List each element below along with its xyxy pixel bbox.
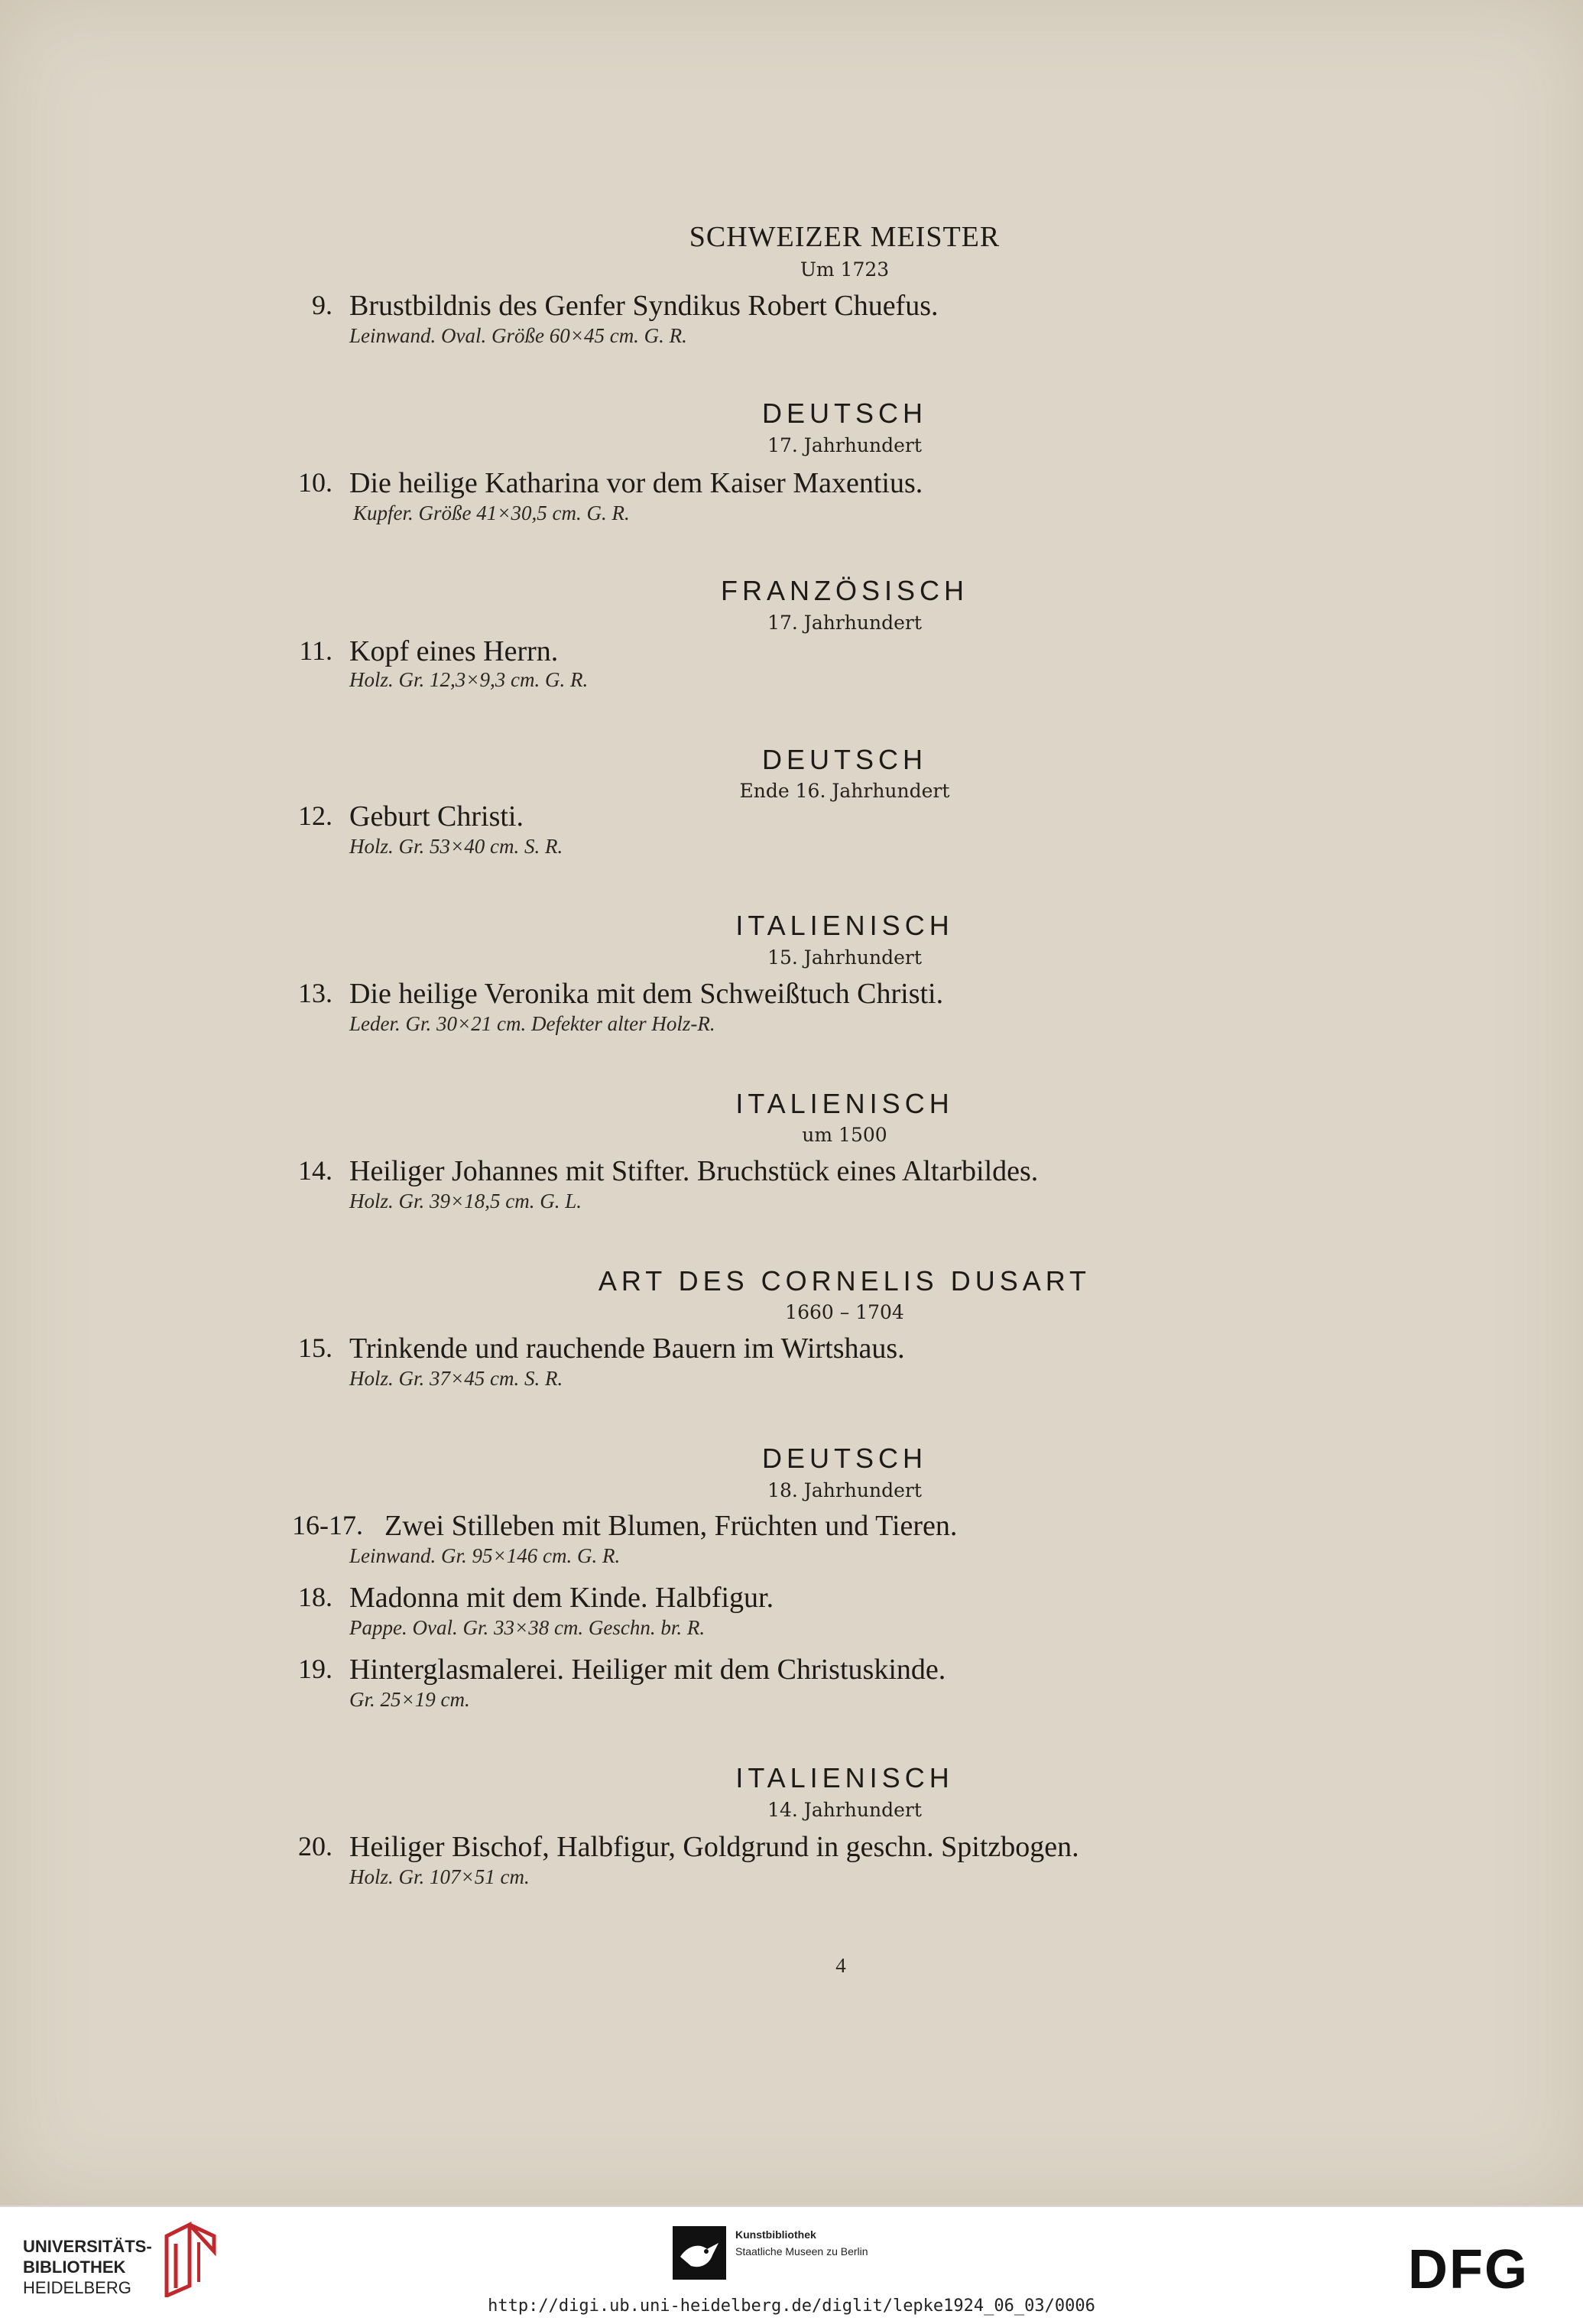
- entry-title: Kopf eines Herrn.: [349, 635, 559, 667]
- entry-title: Zwei Stilleben mit Blumen, Früchten und Tieren.: [384, 1510, 958, 1542]
- ub-line-1: UNIVERSITÄTS-: [23, 2237, 152, 2256]
- ub-heidelberg-label[interactable]: [23, 2236, 161, 2298]
- section-subtitle: Ende 16. Jahrhundert: [739, 780, 950, 802]
- entry-detail: Pappe. Oval. Gr. 33×38 cm. Geschn. br. R.: [349, 1616, 706, 1639]
- section-subtitle: Um 1723: [800, 258, 890, 281]
- entry-title: Die heilige Veronika mit dem Schweißtuch Christi.: [349, 978, 944, 1010]
- section-title: DEUTSCH: [761, 744, 927, 775]
- entry-number: 18.: [298, 1582, 332, 1612]
- section-title: DEUTSCH: [761, 1443, 927, 1474]
- entry-detail: Holz. Gr. 37×45 cm. S. R.: [349, 1367, 563, 1390]
- entry-detail: Gr. 25×19 cm.: [349, 1688, 470, 1711]
- section-title: ITALIENISCH: [735, 1088, 954, 1119]
- section-title: FRANZÖSISCH: [720, 575, 968, 606]
- dfg-logo[interactable]: [1408, 2244, 1561, 2293]
- dfg-logo-text: DFG: [1408, 2244, 1529, 2293]
- section-subtitle: 17. Jahrhundert: [767, 434, 922, 456]
- entry-number: 19.: [298, 1654, 332, 1684]
- section-subtitle: 1660 – 1704: [785, 1301, 904, 1323]
- entry-number: 9.: [312, 290, 332, 320]
- entry-detail: Leinwand. Oval. Größe 60×45 cm. G. R.: [349, 324, 687, 347]
- entry-title: Heiliger Johannes mit Stifter. Bruchstück eines Altarbildes.: [349, 1155, 1039, 1187]
- entry-number: 12.: [298, 800, 332, 831]
- entry-number: 16-17.: [292, 1510, 363, 1540]
- entry-title: Heiliger Bischof, Halbfigur, Goldgrund in geschn. Spitzbogen.: [349, 1831, 1079, 1863]
- entry-detail: Kupfer. Größe 41×30,5 cm. G. R.: [353, 501, 630, 524]
- ub-heidelberg-logo-icon[interactable]: [159, 2221, 220, 2297]
- entry-detail: Holz. Gr. 12,3×9,3 cm. G. R.: [349, 668, 589, 691]
- entry-title: Die heilige Katharina vor dem Kaiser Maxentius.: [349, 467, 923, 499]
- entry-number: 10.: [298, 467, 332, 498]
- entry-detail: Holz. Gr. 53×40 cm. S. R.: [349, 835, 563, 858]
- entry-detail: Holz. Gr. 39×18,5 cm. G. L.: [349, 1190, 582, 1212]
- section-subtitle: 14. Jahrhundert: [767, 1799, 922, 1821]
- section-title: ITALIENISCH: [735, 1762, 954, 1793]
- section-subtitle: 15. Jahrhundert: [767, 946, 922, 969]
- entry-detail: Leinwand. Gr. 95×146 cm. G. R.: [349, 1544, 621, 1567]
- entry-title: Madonna mit dem Kinde. Halbfigur.: [349, 1582, 774, 1614]
- entry-detail: Leder. Gr. 30×21 cm. Defekter alter Holz-R.: [349, 1012, 715, 1035]
- section-title: ITALIENISCH: [735, 910, 954, 941]
- entry-number: 11.: [299, 635, 332, 666]
- section-title: SCHWEIZER MEISTER: [689, 221, 1001, 253]
- entry-title: Hinterglasmalerei. Heiliger mit dem Christuskinde.: [349, 1654, 946, 1686]
- entry-number: 13.: [298, 978, 332, 1008]
- section-title: ART DES CORNELIS DUSART: [598, 1265, 1092, 1297]
- entry-title: Geburt Christi.: [349, 800, 524, 833]
- entry-number: 14.: [298, 1155, 332, 1186]
- section-subtitle: um 1500: [802, 1124, 887, 1146]
- entry-number: 20.: [298, 1831, 332, 1861]
- page-number: 4: [835, 1954, 846, 1977]
- section-subtitle: 18. Jahrhundert: [767, 1479, 922, 1501]
- entry-detail: Holz. Gr. 107×51 cm.: [349, 1865, 530, 1888]
- source-url[interactable]: http://digi.ub.uni-heidelberg.de/diglit/lepke1924_06_03/0006: [488, 2296, 1095, 2316]
- kunstbibliothek-eagle-icon[interactable]: [673, 2226, 726, 2280]
- entry-title: Brustbildnis des Genfer Syndikus Robert Chuefus.: [349, 290, 939, 322]
- kb-line-2: Staatliche Museen zu Berlin: [735, 2245, 868, 2257]
- ub-line-3: HEIDELBERG: [23, 2278, 131, 2297]
- kunstbibliothek-label[interactable]: [735, 2226, 868, 2260]
- section-subtitle: 17. Jahrhundert: [767, 612, 922, 634]
- entry-number: 15.: [298, 1332, 332, 1363]
- entry-title: Trinkende und rauchende Bauern im Wirtshaus.: [349, 1332, 905, 1365]
- section-title: DEUTSCH: [761, 398, 927, 429]
- ub-line-2: BIBLIOTHEK: [23, 2257, 126, 2277]
- kb-line-1: Kunstbibliothek: [735, 2228, 816, 2241]
